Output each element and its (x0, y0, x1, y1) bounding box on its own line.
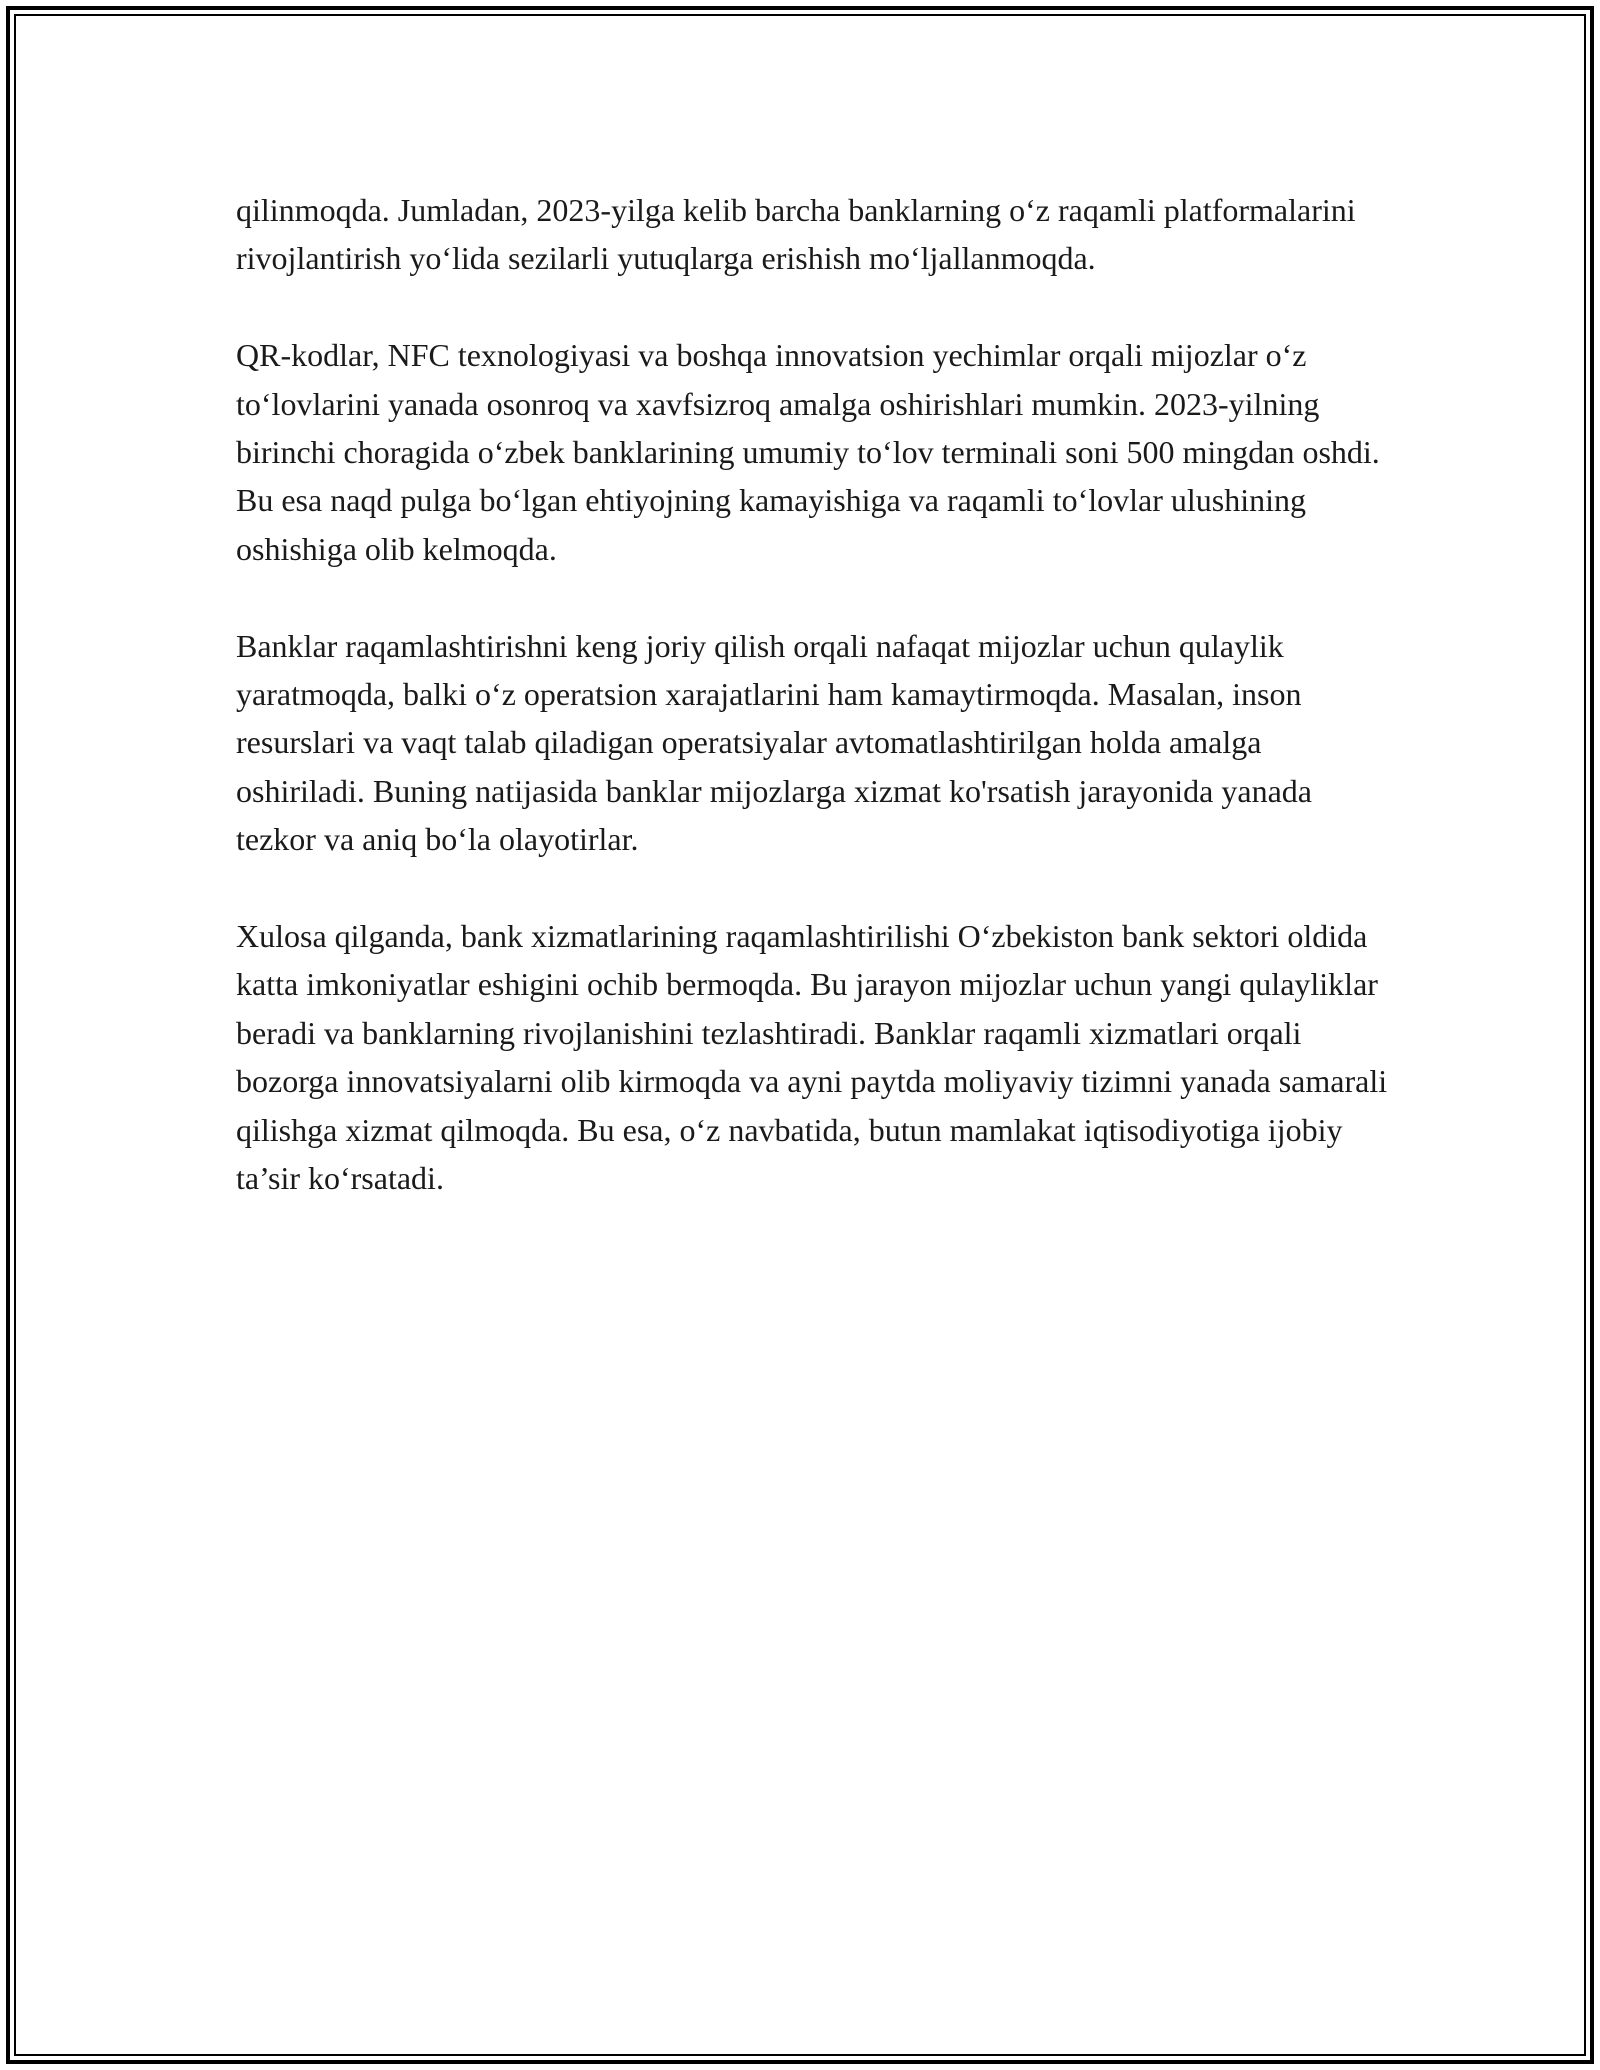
paragraph-3: Banklar raqamlashtirishni keng joriy qilish orqali nafaqat mijozlar uchun qulaylik yaratmoqda, balki o‘z operatsion xarajatlarini ham kamaytirmoqda. Masalan, inson resurslari va vaqt talab qiladigan operatsiyalar avtomatlashtirilgan holda amalga oshiriladi. Buning natijasida banklar mijozlarga xizmat ko'rsatish jarayonida yanada tezkor va aniq bo‘la olayotirlar. (236, 627, 1312, 858)
paragraph-1: qilinmoqda. Jumladan, 2023-yilga kelib barcha banklarning o‘z raqamli platformalarini rivojlantirish yo‘lida sezilarli yutuqlarga erishish mo‘ljallanmoqda. (236, 192, 1356, 277)
paragraph-2: QR-kodlar, NFC texnologiyasi va boshqa innovatsion yechimlar orqali mijozlar o‘z to‘lovlarini yanada osonroq va xavfsizroq amalga oshirishlari mumkin. 2023-yilning birinchi choragida o‘zbek banklarining umumiy to‘lov terminali soni 500 mingdan oshdi. Bu esa naqd pulga bo‘lgan ehtiyojning kamayishiga va raqamli to‘lovlar ulushining oshishiga olib kelmoqda. (236, 337, 1380, 567)
document-body (236, 186, 1396, 1202)
paragraph-4: Xulosa qilganda, bank xizmatlarining raqamlashtirilishi O‘zbekiston bank sektori oldida katta imkoniyatlar eshigini ochib bermoqda. Bu jarayon mijozlar uchun yangi qulayliklar beradi va banklarning rivojlanishini tezlashtiradi. Banklar raqamli xizmatlari orqali bozorga innovatsiyalarni olib kirmoqda va ayni paytda moliyaviy tizimni yanada samarali qilishga xizmat qilmoqda. Bu esa, o‘z navbatida, butun mamlakat iqtisodiyotiga ijobiy ta’sir ko‘rsatadi. (236, 918, 1388, 1197)
